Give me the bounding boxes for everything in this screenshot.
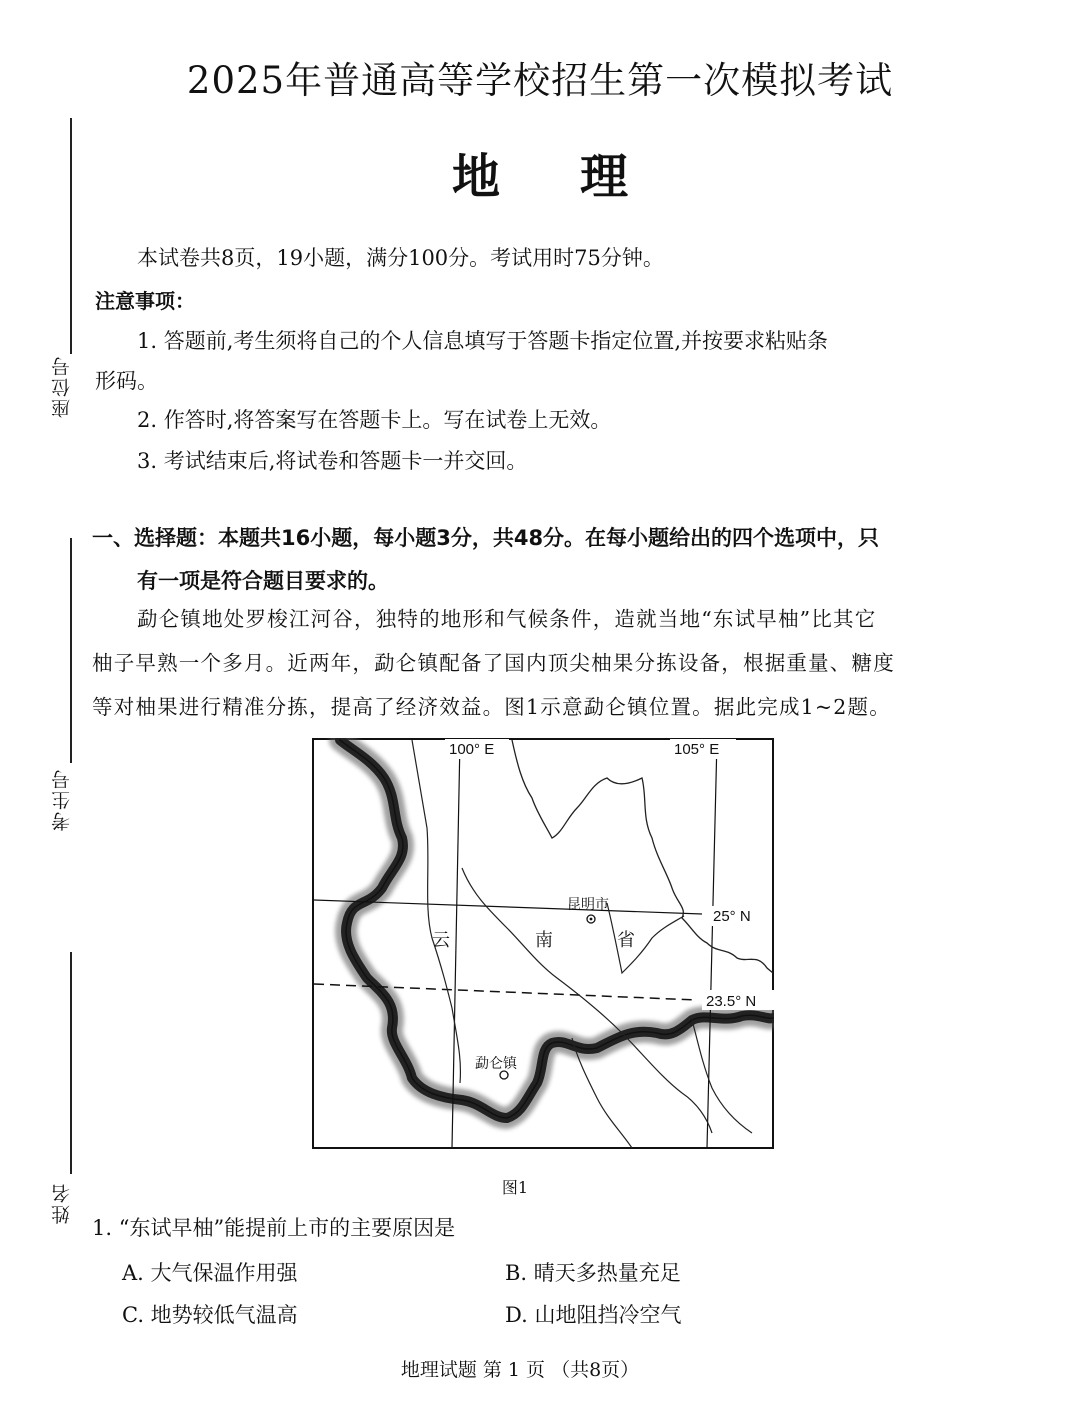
label-100e: 100° E xyxy=(449,741,495,758)
option-b: B. 晴天多热量充足 xyxy=(505,1261,681,1285)
label-23-5n: 23.5° N xyxy=(706,993,757,1010)
exam-number-label: 考生号 xyxy=(51,768,73,831)
kunming-marker-dot xyxy=(590,918,593,921)
label-menglun: 勐仑镇 xyxy=(475,1056,517,1072)
notice-item-1-cont: 形码。 xyxy=(95,369,158,393)
section-heading-cont: 有一项是符合题目要求的。 xyxy=(137,569,389,593)
question-1-stem: 1. “东试早柚”能提前上市的主要原因是 xyxy=(92,1216,456,1240)
seat-number-label: 座位号 xyxy=(51,355,73,418)
binding-line-seat xyxy=(70,538,72,763)
binding-line-exam xyxy=(70,952,72,1174)
label-25n: 25° N xyxy=(713,908,751,925)
label-kunming: 昆明市 xyxy=(567,897,609,913)
menglun-marker xyxy=(500,1071,508,1079)
subject-title xyxy=(0,138,1080,207)
material-paragraph-line-1: 勐仑镇地处罗梭江河谷，独特的地形和气候条件，造就当地“东试早柚”比其它 xyxy=(137,607,877,631)
map-svg xyxy=(312,738,774,1150)
exam-title: 2025年普通高等学校招生第一次模拟考试 xyxy=(186,59,894,102)
name-label: 姓名 xyxy=(51,1182,73,1224)
notice-item-3: 3. 考试结束后,将试卷和答题卡一并交回。 xyxy=(137,449,528,473)
section-heading: 一、选择题：本题共16小题，每小题3分，共48分。在每小题给出的四个选项中，只 xyxy=(92,526,880,550)
notice-item-2: 2. 作答时,将答案写在答题卡上。写在试卷上无效。 xyxy=(137,408,612,432)
subject-char-1: 地 xyxy=(451,149,500,205)
label-province-3: 省 xyxy=(617,930,635,951)
option-d: D. 山地阻挡冷空气 xyxy=(505,1303,682,1327)
notice-item-1: 1. 答题前,考生须将自己的个人信息填写于答题卡指定位置,并按要求粘贴条 xyxy=(137,329,829,353)
figure-caption: 图1 xyxy=(501,1178,529,1197)
label-province-1: 云 xyxy=(432,930,450,951)
notice-heading: 注意事项： xyxy=(95,289,195,313)
option-a: A. 大气保温作用强 xyxy=(122,1261,298,1285)
yunnan-map-figure xyxy=(312,738,774,1150)
subject-char-2: 理 xyxy=(580,149,629,205)
material-paragraph-line-2: 柚子早熟一个多月。近两年，勐仑镇配备了国内顶尖柚果分拣设备，根据重量、糖度 xyxy=(92,651,895,675)
label-province-2: 南 xyxy=(535,930,553,951)
option-c: C. 地势较低气温高 xyxy=(122,1303,298,1327)
material-paragraph-line-3: 等对柚果进行精准分拣，提高了经济效益。图1示意勐仑镇位置。据此完成1~2题。 xyxy=(92,695,891,719)
exam-intro: 本试卷共8页，19小题，满分100分。考试用时75分钟。 xyxy=(137,246,664,270)
label-105e: 105° E xyxy=(674,741,720,758)
page-footer: 地理试题 第 1 页 （共8页） xyxy=(400,1359,640,1381)
